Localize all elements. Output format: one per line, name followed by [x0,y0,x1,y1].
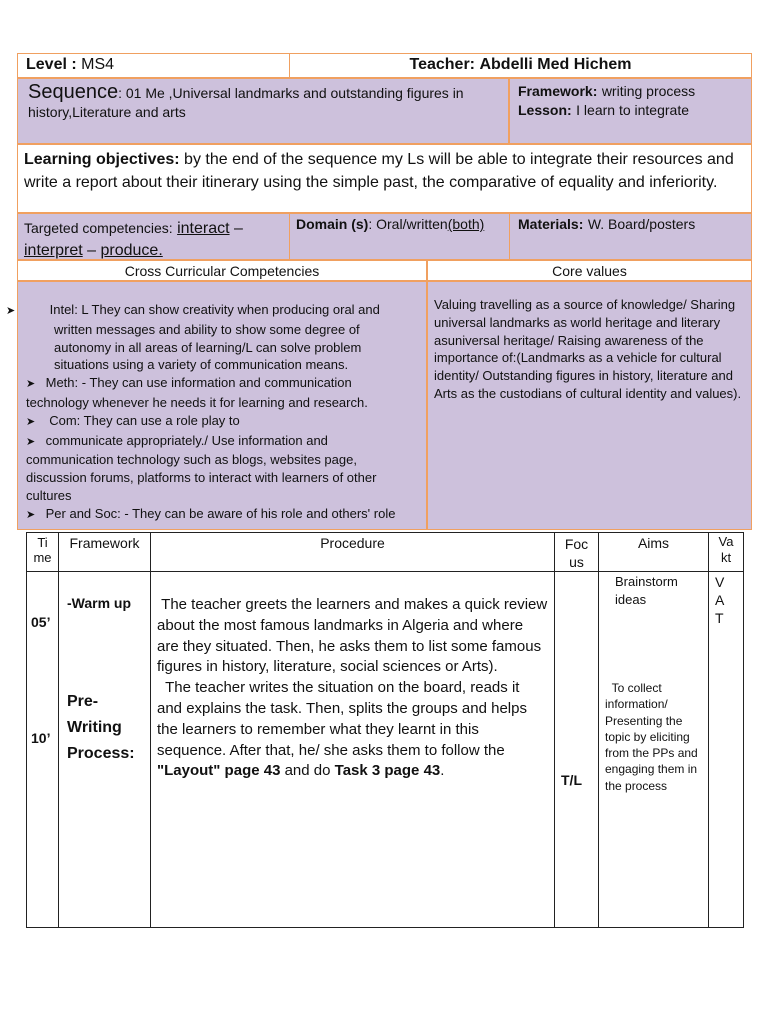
arrow-bullet-icon: ➤ [26,415,36,428]
list-item: ➤ Com: They can use a role play to [26,412,418,432]
objectives-text: by the end of the sequence my Ls will be able to integrate their resources and write a report about their itinerary using the simple past, the comparative of equality and inferiority. [24,151,734,191]
lesson-value: I learn to integrate [576,102,689,118]
header-aims: Aims [598,532,709,572]
procedure-table [26,532,744,928]
sequence-text: : 01 Me ,Universal landmarks and outstanding figures in history,Literature and arts [28,85,464,120]
aims-cell [598,571,709,928]
level-cell [17,53,290,78]
header-procedure: Procedure [150,532,555,572]
framework-stage-cell [58,571,151,928]
framework-cell [509,78,752,144]
teacher-cell [289,53,752,78]
sequence-label: Sequence [28,81,119,103]
objectives-label: Learning objectives: [24,151,180,168]
cross-header: Cross Curricular Competencies [17,260,427,281]
header-time: Ti me [26,532,59,572]
domain-cell [289,213,510,260]
time-cell [26,571,59,928]
core-values-cell [427,281,752,530]
domain-value: : Oral/written [368,216,448,232]
domain-paren: (both) [447,216,485,232]
domain-label: Domain (s) [296,216,369,232]
framework-label: Framework: [518,83,598,99]
list-item: ➤ communicate appropriately./ Use information and communication technology such as blogs, websites page, discussion forums, platforms to interact with learners of other cultures [26,432,377,503]
list-item: ➤ Per and Soc: - They can be aware of his role and others' role [26,505,418,525]
competencies-label: Targeted competencies: [24,220,173,236]
competency-interpret: interpret [24,242,83,259]
materials-label: Materials: [518,216,584,232]
level-value: MS4 [81,56,115,73]
focus-cell [554,571,599,928]
level-label: Level : [26,56,77,73]
procedure-warmup: The teacher greets the learners and makes a quick review about the most famous landmarks in Algeria and where are they situated. Then, he asks them to list some famous figures in history, literature, social sciences or Arts). [157,596,548,676]
arrow-bullet-icon: ➤ [26,435,36,448]
header-vakt: Va kt [708,532,744,572]
arrow-bullet-icon: ➤ [26,378,36,391]
competency-interact: interact [177,220,230,237]
list-item: ➤ Intel: L They can show creativity when producing oral and written messages and ability to show some degree of autonomy in all areas of learning/L can solve problem situations using a variety of communication means. [6,302,380,373]
list-item: ➤ Meth: - They can use information and communication technology whenever he needs it for learning and research. [26,375,368,410]
core-values-text: Valuing travelling as a source of knowledge/ Sharing universal landmarks as world heritage and literary asuniversal heritage/ Raising awareness of the importance of:(Landmarks as a vehicle for cultural identity/ Outstanding figures in history, literature and Arts as the custodians of cultural identity and values). [434,297,742,401]
materials-value: W. Board/posters [587,216,696,232]
competencies-cell [17,213,290,260]
arrow-bullet-icon: ➤ [26,508,36,521]
teacher-value: Abdelli Med Hichem [479,56,632,73]
time-prewriting: 10’ [31,730,51,746]
cross-competencies-cell [6,281,427,530]
core-values-header: Core values [427,260,752,281]
sequence-cell [17,78,509,144]
focus-value: T/L [561,772,582,788]
stage-warmup: -Warm up [67,595,132,611]
procedure-cell [150,571,555,928]
competency-dash: – [82,242,101,259]
objectives-cell [17,144,752,213]
teacher-label: Teacher: [409,56,476,73]
header-focus: Foc us [554,532,599,572]
aim-brainstorm: Brainstorm ideas [615,574,678,607]
competency-dash: – [229,220,243,237]
time-warmup: 05’ [31,614,51,630]
framework-value: writing process [601,83,696,99]
header-framework: Framework [58,532,151,572]
materials-cell [509,213,752,260]
stage-prewriting: Pre- Writing Process: [67,693,135,762]
arrow-bullet-icon: ➤ [6,305,16,317]
vakt-cell [708,571,744,928]
aim-collect: To collect information/ Presenting the topic by eliciting from the PPs and engaging them in the process [605,681,698,793]
competency-produce: produce. [100,242,163,259]
lesson-label: Lesson: [518,102,572,118]
vakt-letters: V A T [715,574,725,626]
procedure-prewriting: The teacher writes the situation on the board, reads it and explains the task. Then, splits the groups and helps the learners to remember what they learnt in this sequence. After that, he/ she asks them to follow the "Layout" page 43 and do Task 3 page 43. [157,679,527,780]
